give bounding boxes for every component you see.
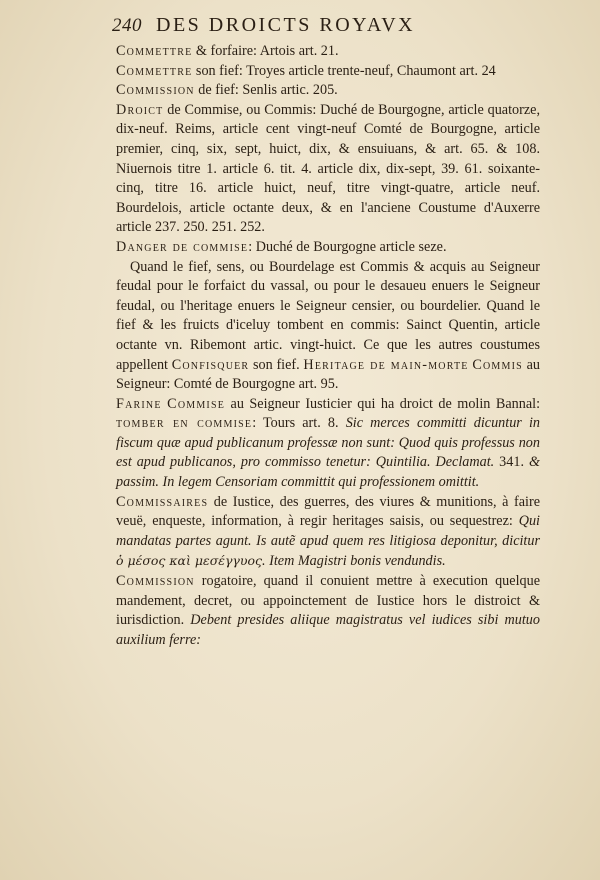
entry-keyword: Commission xyxy=(116,82,195,99)
latin-citation: Debent presides aliique magistratus vel iudices sibi mutuo auxilium ferre: xyxy=(116,612,540,648)
entry-keyword: Commettre xyxy=(116,43,193,59)
entry-paragraph xyxy=(116,258,540,395)
latin-citation: Sic merces committi dicuntur in fiscum quæ apud publicanum professæ non sunt: Quod quis professus non est apud publicanos, pro commisso tenetur: Quintilia. Declamat. xyxy=(116,415,541,471)
entry-text: 341. xyxy=(494,454,529,471)
greek-text: ὁ μέσος καὶ μεσέγγυος xyxy=(116,553,263,569)
entry-text: son fief: Troyes article trente-neuf, Chaumont art. 24 xyxy=(192,62,496,79)
entry-text: : Tours art. 8. xyxy=(252,415,346,432)
entry-keyword: Commise xyxy=(167,395,226,412)
entry-keyword: tomber en commise xyxy=(116,415,253,432)
entry-paragraph xyxy=(116,238,540,258)
page-number: 240 xyxy=(112,15,142,36)
entry-paragraph xyxy=(116,62,540,82)
entry-keyword: Confisquer xyxy=(171,356,250,373)
entry-paragraph xyxy=(116,493,540,572)
entry-text: & forfaire: Artois art. 21. xyxy=(192,43,339,59)
entry-keyword: Heritage de main-morte xyxy=(303,356,469,373)
entry-keyword: Commis xyxy=(472,356,523,373)
entry-keyword: Commissaires xyxy=(116,493,209,510)
running-head: DES DROICTS ROYAVX xyxy=(156,14,416,36)
entry-paragraph xyxy=(116,81,540,101)
entry-keyword: Droict xyxy=(116,101,164,118)
entry-keyword: Commettre xyxy=(116,62,193,79)
entry-text: au Seigneur: Comté de Bourgogne art. 95. xyxy=(116,356,540,393)
latin-citation: Qui mandatas partes agunt. Is autẽ apud quem res litigiosa deponitur, dicitur xyxy=(116,513,540,549)
entry-paragraph xyxy=(116,572,540,650)
entry-text: Quand le fief, sens, ou Bourdelage est Commis & acquis au Seigneur feudal pour le forfaict du vassal, ou pour le desaueu enuers le Seigneur feudal, ou l'heritage enuers le Seigneur censier, ou bourdelier. Quand le fief & les fruicts d'iceluy tombent en commis: Sainct Quentin, article octante vn. Ribemont artic. vingt-huict. Ce que les autres coustumes appellent xyxy=(116,258,540,373)
entry-keyword: Danger de commise xyxy=(116,238,249,255)
entry-keyword: Farine xyxy=(116,395,162,412)
entry-paragraph xyxy=(116,101,540,238)
entry-text: au Seigneur Iusticier qui ha droict de molin Bannal: xyxy=(225,395,541,412)
latin-citation: . Item Magistri bonis vendundis. xyxy=(262,553,446,570)
entry-paragraph xyxy=(116,395,540,493)
entry-text: de fief: Senlis artic. 205. xyxy=(194,82,338,99)
entry-keyword: Commission xyxy=(116,573,195,590)
entry-text: : Duché de Bourgogne article seze. xyxy=(248,238,447,255)
entry-text: rogatoire, quand il conuient mettre à execution quelque mandement, decret, ou appoinctement de Iustice hors le distroict & iurisdiction. xyxy=(116,573,540,629)
entry-paragraph xyxy=(116,42,540,62)
text-block xyxy=(116,42,540,650)
entry-text: son fief. xyxy=(249,356,304,373)
latin-citation: & passim. In legem Censoriam committit qui professionem omittit. xyxy=(116,454,540,491)
entry-text: de Commise, ou Commis: Duché de Bourgogne, article quatorze, dix-neuf. Reims, article cent vingt-neuf Comté de Bourgogne, article premier, cinq, six, sept, huict, dix, & ensuiuans, & art. 65. & 108. Niuernois titre 1. article 6. tit. 4. article dix, dix-sept, 39. 61. soixante-cinq, titre 16. article huict, neuf, titre vingt-quatre, article neuf. Bourdelois, article octante deux, & en l'anciene Coustume d'Auxerre article 237. 250. 251. 252. xyxy=(116,101,540,236)
page-header xyxy=(112,14,542,44)
entry-text: de Iustice, des guerres, des viures & munitions, à faire veuë, enqueste, information, à regir heritages saisis, ou sequestrez: xyxy=(116,493,540,530)
